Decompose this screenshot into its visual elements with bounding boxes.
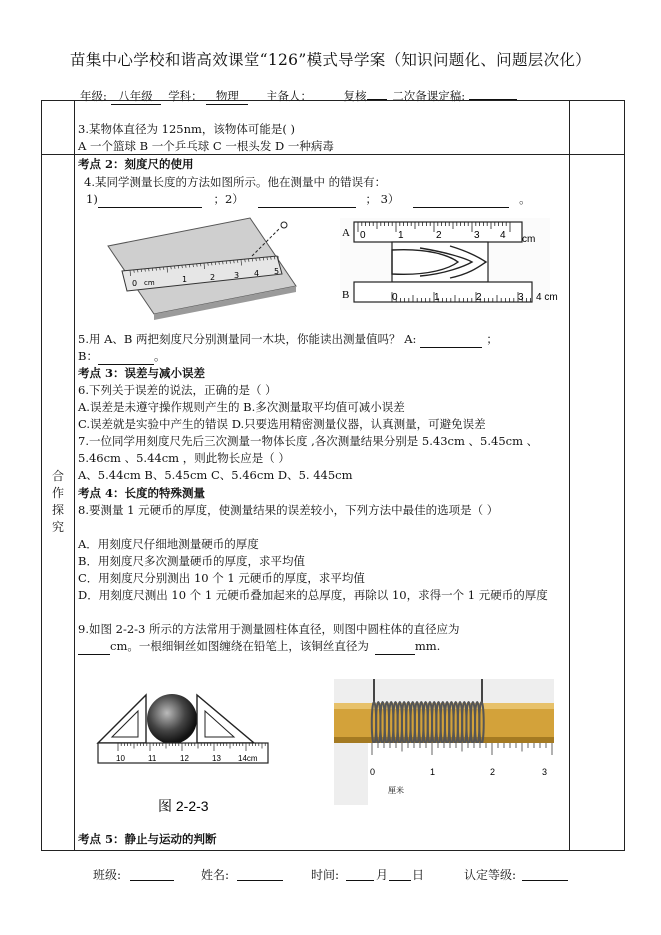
- q4-blank-1[interactable]: [98, 195, 202, 208]
- preparer-label: 主备人：: [266, 89, 312, 103]
- q4-blanks: 1) ；2） ； 3） 。: [86, 192, 531, 206]
- q4-text: 4.某同学测量长度的方法如图所示。他在测量中 的错误有：: [84, 175, 387, 189]
- ruler1-label-4: 4: [254, 269, 260, 278]
- grade-value: 八年级: [111, 88, 161, 105]
- wire-figure: [334, 679, 554, 805]
- ruler-a-unit: cm: [522, 234, 536, 245]
- section-label: [42, 468, 74, 536]
- section-label-char-3: 探: [51, 503, 64, 517]
- q3-text: 3.某物体直径为 125nm，该物体可能是( ): [78, 122, 296, 136]
- wire-tick-2: 2: [490, 767, 496, 777]
- section-label-char-1: 合: [51, 469, 64, 483]
- q7-text: 7.一位同学用刻度尺先后三次测量一物体长度 ,各次测量结果分别是 5.43cm 、5.45cm 、5.46cm 、5.44cm ，则此物长应是（ ）: [78, 434, 539, 465]
- q6-options-cd: C.误差就是实验中产生的错误 D.只要选用精密测量仪器，认真测量，可避免误差: [78, 417, 486, 431]
- kp3-title: 考点 3：误差与减小误差: [78, 366, 206, 380]
- kp5-title: 考点 5：静止与运动的判断: [78, 832, 217, 846]
- ruler-ab-figure: [340, 218, 558, 310]
- wire-tick-0: 0: [370, 767, 376, 777]
- ruler1-label-3: 3: [234, 271, 240, 280]
- ruler-a-tick-1: 1: [398, 230, 404, 241]
- footer-class-label: 班级:: [93, 868, 122, 882]
- q9-text: 9.如图 2-2-3 所示的方法常用于测量圆柱体直径，则图中圆柱体的直径应为: [78, 622, 460, 636]
- q8-text: 8.要测量 1 元硬币的厚度，使测量结果的误差较小，下列方法中最佳的选项是（ ）: [78, 503, 499, 517]
- footer-class-blank[interactable]: [130, 868, 174, 881]
- q3-options: A 一个篮球 B 一个乒乓球 C 一根头发 D 一种病毒: [78, 139, 334, 153]
- q9-text-2: cm。一根细铜丝如图缠绕在铅笔上，该铜丝直径为: [110, 639, 369, 653]
- q5-b-label: B：: [78, 349, 98, 363]
- ruler-b-tick-4: 4 cm: [536, 292, 558, 303]
- section-label-char-4: 究: [51, 520, 64, 534]
- ruler1-label-cm: cm: [144, 279, 155, 287]
- q6-options-ab: A.误差是未遵守操作规则产生的 B.多次测量取平均值可减小误差: [78, 400, 405, 414]
- q5-tail-a: ；: [486, 332, 498, 346]
- q5-line1: [78, 331, 568, 348]
- q8-option-a: A．用刻度尺仔细地测量硬币的厚度: [78, 537, 259, 551]
- q7-options: A、5.44cm B、5.45cm C、5.46cm D、5. 445cm: [78, 468, 353, 482]
- q9-unit: mm.: [414, 639, 441, 653]
- footer-grade-blank[interactable]: [522, 868, 568, 881]
- cyl-tick-12: 12: [180, 754, 189, 763]
- ruler-b-tick-3: 3: [518, 292, 524, 303]
- footer-day: 日: [412, 868, 425, 882]
- q4-blank-2[interactable]: [258, 195, 356, 208]
- grade-label: 年级:: [80, 89, 107, 103]
- cyl-caption: 图 2-2-3: [158, 798, 209, 814]
- sphere-shape: [147, 694, 197, 744]
- q5-blank-b[interactable]: [98, 352, 154, 365]
- kp2-title: 考点 2：刻度尺的使用: [78, 157, 194, 171]
- cyl-tick-11: 11: [148, 754, 157, 763]
- footer-grade-label: 认定等级:: [464, 868, 517, 882]
- worksheet-table: [41, 100, 625, 851]
- kp4-title: 考点 4：长度的特殊测量: [78, 486, 206, 500]
- ruler1-label-2: 2: [210, 273, 216, 282]
- wire-tick-1: 1: [430, 767, 436, 777]
- ruler-b-label: B: [342, 289, 350, 301]
- q5-tail-b: 。: [153, 349, 166, 363]
- footer-month: 月: [376, 868, 389, 882]
- subject-label: 学科：: [168, 89, 203, 103]
- ruler1-label-5: 5: [274, 267, 280, 276]
- ruler-b-tick-0: 0: [392, 292, 398, 303]
- page-title: 苗集中心学校和谐高效课堂“126”模式导学案（知识问题化、问题层次化）: [70, 51, 591, 69]
- q9-blank-wire[interactable]: [375, 642, 415, 655]
- ruler-a-tick-3: 3: [474, 230, 480, 241]
- q9-line2: [78, 638, 568, 655]
- ruler-b-tick-1: 1: [434, 292, 440, 303]
- ruler1-label-0: 0: [132, 279, 138, 288]
- footer-name-blank[interactable]: [237, 868, 283, 881]
- q5-text: 5.用 A、B 两把刻度尺分别测量同一木块，你能读出测量值吗？ A:: [78, 332, 417, 346]
- q9-blank-diameter[interactable]: [78, 642, 110, 655]
- footer-day-blank[interactable]: [389, 868, 411, 881]
- column-divider-right: [569, 101, 570, 850]
- cyl-tick-13: 13: [212, 754, 221, 763]
- section-label-char-2: 作: [51, 486, 64, 500]
- subject-value: 物理: [206, 88, 248, 105]
- review-label: 复核: [343, 89, 367, 103]
- ruler-a-tick-4: 4: [500, 230, 506, 241]
- cyl-tick-10: 10: [116, 754, 125, 763]
- q5-blank-a[interactable]: [420, 335, 482, 348]
- second-label: 二次备课定稿:: [392, 89, 466, 103]
- q6-text: 6.下列关于误差的说法，正确的是（ ）: [78, 383, 277, 397]
- cylinder-figure: [94, 673, 300, 823]
- footer-name-label: 姓名:: [201, 868, 230, 882]
- ruler-a-tick-2: 2: [436, 230, 442, 241]
- cyl-tick-14: 14cm: [238, 754, 258, 763]
- ruler-slanted-figure: [102, 216, 300, 316]
- q5-line2: [78, 348, 568, 365]
- q4-blank-3[interactable]: [413, 195, 509, 208]
- ruler-a-tick-0: 0: [360, 230, 366, 241]
- ruler-b-tick-2: 2: [476, 292, 482, 303]
- footer-time-label: 时间:: [311, 868, 340, 882]
- q8-option-d: D．用刻度尺测出 10 个 1 元硬币叠加起来的总厚度，再除以 10，求得一个 1 元硬币的厚度: [78, 588, 548, 602]
- column-divider-left: [74, 101, 75, 850]
- q8-option-b: B．用刻度尺多次测量硬币的厚度，求平均值: [78, 554, 305, 568]
- wood-block: [392, 242, 488, 282]
- footer-month-blank[interactable]: [346, 868, 374, 881]
- wire-unit: 厘米: [388, 786, 404, 795]
- q8-option-c: C．用刻度尺分别测出 10 个 1 元硬币的厚度，求平均值: [78, 571, 365, 585]
- ruler1-label-1: 1: [182, 275, 188, 284]
- ruler-a-label: A: [342, 227, 350, 239]
- wire-tick-3: 3: [542, 767, 548, 777]
